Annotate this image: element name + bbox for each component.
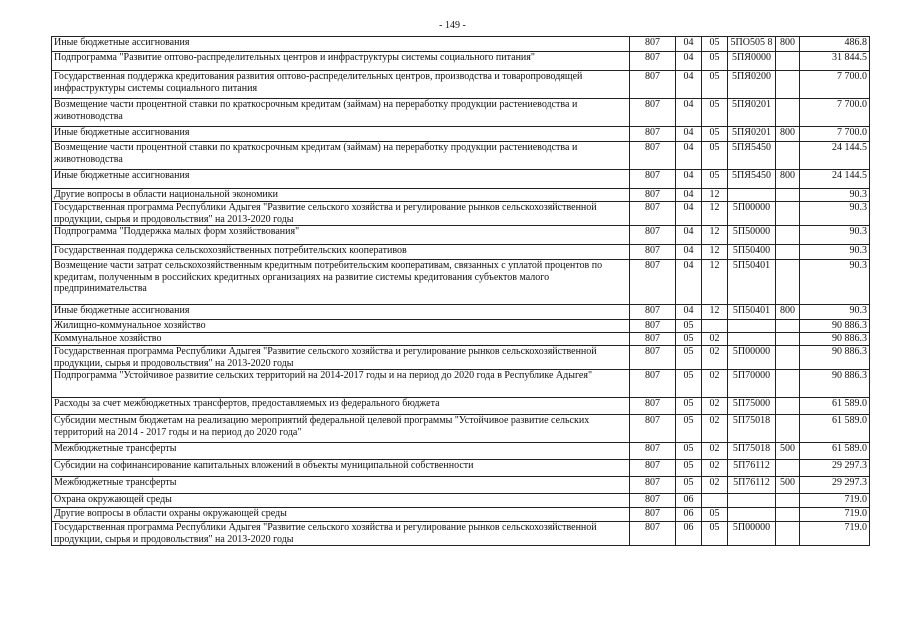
- table-row: [52, 127, 870, 142]
- row-name: Другие вопросы в области охраны окружающей среды: [52, 508, 630, 522]
- row-rz: 05: [676, 415, 702, 443]
- row-vr: 500: [776, 477, 800, 494]
- table-row: [52, 333, 870, 346]
- row-csr: 5П50400: [728, 245, 776, 260]
- row-pr: 05: [702, 99, 728, 127]
- row-vr: [776, 320, 800, 333]
- row-csr: 5П00000: [728, 202, 776, 226]
- row-name: Государственная программа Республики Адыгея "Развитие сельского хозяйства и регулирование рынков сельскохозяйственной продукции, сырья и продовольствия" на 2013-2020 годы: [52, 346, 630, 370]
- row-csr: [728, 494, 776, 508]
- row-csr: 5П50401: [728, 260, 776, 305]
- table-row: [52, 170, 870, 189]
- row-sum: 31 844.5: [800, 52, 870, 71]
- row-name: Субсидии на софинансирование капитальных вложений в объекты муниципальной собственности: [52, 460, 630, 477]
- row-sum: 90.3: [800, 189, 870, 202]
- row-vr: [776, 460, 800, 477]
- row-sum: 24 144.5: [800, 142, 870, 170]
- row-sum: 90 886.3: [800, 346, 870, 370]
- row-name: Субсидии местным бюджетам на реализацию мероприятий федеральной целевой программы "Устойчивое развитие сельских территорий на 2014 - 2017 годы и на период до 2020 года": [52, 415, 630, 443]
- row-rz: 04: [676, 170, 702, 189]
- table-row: [52, 305, 870, 320]
- row-vr: [776, 142, 800, 170]
- row-vr: [776, 346, 800, 370]
- row-vr: [776, 189, 800, 202]
- row-csr: 5ПЯ5450: [728, 170, 776, 189]
- row-rz: 04: [676, 71, 702, 99]
- row-vr: [776, 522, 800, 546]
- row-rz: 04: [676, 202, 702, 226]
- row-rz: 04: [676, 305, 702, 320]
- row-ved: 807: [630, 202, 676, 226]
- table-row: [52, 202, 870, 226]
- table-row: [52, 508, 870, 522]
- table-row: [52, 245, 870, 260]
- row-ved: 807: [630, 37, 676, 52]
- row-csr: 5ПЯ0200: [728, 71, 776, 99]
- row-ved: 807: [630, 189, 676, 202]
- row-name: Жилищно-коммунальное хозяйство: [52, 320, 630, 333]
- row-sum: 24 144.5: [800, 170, 870, 189]
- row-csr: 5П75018: [728, 443, 776, 460]
- row-pr: 12: [702, 245, 728, 260]
- row-sum: 90 886.3: [800, 370, 870, 398]
- row-rz: 05: [676, 477, 702, 494]
- row-rz: 05: [676, 370, 702, 398]
- table-row: [52, 142, 870, 170]
- row-vr: [776, 226, 800, 245]
- row-rz: 06: [676, 522, 702, 546]
- row-pr: 02: [702, 477, 728, 494]
- row-rz: 04: [676, 37, 702, 52]
- row-vr: [776, 508, 800, 522]
- row-csr: [728, 508, 776, 522]
- row-pr: [702, 320, 728, 333]
- row-name: Иные бюджетные ассигнования: [52, 37, 630, 52]
- row-ved: 807: [630, 460, 676, 477]
- table-row: [52, 260, 870, 305]
- row-pr: 12: [702, 260, 728, 305]
- row-rz: 06: [676, 494, 702, 508]
- table-row: [52, 522, 870, 546]
- row-sum: 29 297.3: [800, 477, 870, 494]
- row-csr: 5П00000: [728, 346, 776, 370]
- row-name: Межбюджетные трансферты: [52, 477, 630, 494]
- row-csr: [728, 320, 776, 333]
- table-row: [52, 37, 870, 52]
- row-name: Государственная программа Республики Адыгея "Развитие сельского хозяйства и регулирование рынков сельскохозяйственной продукции, сырья и продовольствия" на 2013-2020 годы: [52, 202, 630, 226]
- row-sum: 719.0: [800, 508, 870, 522]
- row-ved: 807: [630, 346, 676, 370]
- row-sum: 719.0: [800, 494, 870, 508]
- row-sum: 90 886.3: [800, 333, 870, 346]
- row-rz: 04: [676, 52, 702, 71]
- row-pr: 05: [702, 71, 728, 99]
- row-name: Возмещение части процентной ставки по краткосрочным кредитам (займам) на переработку продукции растениеводства и животноводства: [52, 142, 630, 170]
- row-sum: 90.3: [800, 245, 870, 260]
- row-pr: 05: [702, 522, 728, 546]
- row-vr: [776, 71, 800, 99]
- page-number: - 149 -: [439, 20, 466, 31]
- row-csr: 5П76112: [728, 460, 776, 477]
- row-csr: 5ПЯ0000: [728, 52, 776, 71]
- row-ved: 807: [630, 226, 676, 245]
- row-pr: 12: [702, 226, 728, 245]
- row-pr: 02: [702, 346, 728, 370]
- row-name: Иные бюджетные ассигнования: [52, 170, 630, 189]
- row-vr: 800: [776, 170, 800, 189]
- row-rz: 04: [676, 260, 702, 305]
- row-ved: 807: [630, 522, 676, 546]
- table-row: [52, 460, 870, 477]
- row-name: Другие вопросы в области национальной экономики: [52, 189, 630, 202]
- row-pr: 02: [702, 370, 728, 398]
- table-row: [52, 52, 870, 71]
- row-csr: [728, 189, 776, 202]
- row-sum: 7 700.0: [800, 71, 870, 99]
- row-rz: 04: [676, 226, 702, 245]
- row-pr: 05: [702, 52, 728, 71]
- row-vr: [776, 202, 800, 226]
- row-sum: 90.3: [800, 305, 870, 320]
- row-rz: 04: [676, 127, 702, 142]
- row-rz: 05: [676, 320, 702, 333]
- table-row: [52, 226, 870, 245]
- row-vr: [776, 99, 800, 127]
- table-row: [52, 346, 870, 370]
- row-vr: [776, 52, 800, 71]
- row-ved: 807: [630, 398, 676, 415]
- row-sum: 61 589.0: [800, 443, 870, 460]
- row-name: Охрана окружающей среды: [52, 494, 630, 508]
- row-rz: 04: [676, 142, 702, 170]
- row-name: Межбюджетные трансферты: [52, 443, 630, 460]
- row-rz: 05: [676, 460, 702, 477]
- table-row: [52, 189, 870, 202]
- row-ved: 807: [630, 142, 676, 170]
- row-name: Расходы за счет межбюджетных трансфертов, предоставляемых из федерального бюджета: [52, 398, 630, 415]
- row-csr: 5ПЯ0201: [728, 127, 776, 142]
- row-vr: [776, 398, 800, 415]
- row-vr: 800: [776, 127, 800, 142]
- row-ved: 807: [630, 477, 676, 494]
- budget-table: [51, 36, 870, 546]
- row-csr: [728, 333, 776, 346]
- row-vr: [776, 333, 800, 346]
- table-row: [52, 99, 870, 127]
- row-rz: 05: [676, 443, 702, 460]
- row-vr: 800: [776, 37, 800, 52]
- row-vr: [776, 415, 800, 443]
- table-row: [52, 398, 870, 415]
- row-name: Подпрограмма "Развитие оптово-распределительных центров и инфраструктуры системы социального питания": [52, 52, 630, 71]
- row-pr: 12: [702, 202, 728, 226]
- table-row: [52, 443, 870, 460]
- row-name: Возмещение части процентной ставки по краткосрочным кредитам (займам) на переработку продукции растениеводства и животноводства: [52, 99, 630, 127]
- row-ved: 807: [630, 52, 676, 71]
- row-pr: 05: [702, 37, 728, 52]
- row-ved: 807: [630, 415, 676, 443]
- row-ved: 807: [630, 508, 676, 522]
- table-row: [52, 71, 870, 99]
- row-rz: 05: [676, 346, 702, 370]
- row-pr: 02: [702, 460, 728, 477]
- row-pr: 02: [702, 415, 728, 443]
- row-rz: 04: [676, 245, 702, 260]
- row-pr: 12: [702, 305, 728, 320]
- row-vr: 800: [776, 305, 800, 320]
- row-rz: 04: [676, 189, 702, 202]
- row-sum: 719.0: [800, 522, 870, 546]
- row-name: Иные бюджетные ассигнования: [52, 127, 630, 142]
- row-sum: 486.8: [800, 37, 870, 52]
- row-name: Государственная поддержка сельскохозяйственных потребительских кооперативов: [52, 245, 630, 260]
- table-row: [52, 477, 870, 494]
- row-csr: 5ПЯ0201: [728, 99, 776, 127]
- row-ved: 807: [630, 260, 676, 305]
- table-row: [52, 415, 870, 443]
- row-pr: 05: [702, 142, 728, 170]
- row-csr: 5П00000: [728, 522, 776, 546]
- row-pr: 12: [702, 189, 728, 202]
- row-vr: [776, 260, 800, 305]
- row-pr: [702, 494, 728, 508]
- row-ved: 807: [630, 494, 676, 508]
- row-name: Подпрограмма "Устойчивое развитие сельских территорий на 2014-2017 годы и на период до 2020 года в Республике Адыгея": [52, 370, 630, 398]
- row-csr: 5ПЯ5450: [728, 142, 776, 170]
- row-pr: 02: [702, 333, 728, 346]
- row-csr: 5П50401: [728, 305, 776, 320]
- row-sum: 29 297.3: [800, 460, 870, 477]
- row-ved: 807: [630, 370, 676, 398]
- row-vr: [776, 245, 800, 260]
- row-rz: 06: [676, 508, 702, 522]
- row-name: Подпрограмма "Поддержка малых форм хозяйствования": [52, 226, 630, 245]
- row-sum: 7 700.0: [800, 99, 870, 127]
- table-row: [52, 370, 870, 398]
- row-ved: 807: [630, 71, 676, 99]
- row-pr: 05: [702, 127, 728, 142]
- row-sum: 90 886.3: [800, 320, 870, 333]
- row-csr: 5П50000: [728, 226, 776, 245]
- row-csr: 5ПО505 8: [728, 37, 776, 52]
- row-vr: [776, 494, 800, 508]
- row-pr: 02: [702, 398, 728, 415]
- table-row: [52, 494, 870, 508]
- row-csr: 5П76112: [728, 477, 776, 494]
- row-ved: 807: [630, 127, 676, 142]
- row-pr: 05: [702, 508, 728, 522]
- row-vr: [776, 370, 800, 398]
- row-ved: 807: [630, 170, 676, 189]
- row-ved: 807: [630, 305, 676, 320]
- row-vr: 500: [776, 443, 800, 460]
- row-name: Иные бюджетные ассигнования: [52, 305, 630, 320]
- row-sum: 61 589.0: [800, 415, 870, 443]
- row-name: Государственная поддержка кредитования развития оптово-распределительных центров, производства и товаропроводящей инфраструктуры системы социального питания: [52, 71, 630, 99]
- row-ved: 807: [630, 245, 676, 260]
- row-pr: 05: [702, 170, 728, 189]
- row-csr: 5П75000: [728, 398, 776, 415]
- row-name: Возмещение части затрат сельскохозяйственным кредитным потребительским кооперативам, связанных с уплатой процентов по кредитам, полученным в российских кредитных организациях на развитие системы кредитования субъектов малого предпринимательства: [52, 260, 630, 305]
- row-rz: 04: [676, 99, 702, 127]
- row-csr: 5П75018: [728, 415, 776, 443]
- row-sum: 90.3: [800, 226, 870, 245]
- row-ved: 807: [630, 99, 676, 127]
- table-row: [52, 320, 870, 333]
- row-rz: 05: [676, 333, 702, 346]
- row-csr: 5П70000: [728, 370, 776, 398]
- row-ved: 807: [630, 333, 676, 346]
- row-rz: 05: [676, 398, 702, 415]
- row-name: Государственная программа Республики Адыгея "Развитие сельского хозяйства и регулирование рынков сельскохозяйственной продукции, сырья и продовольствия" на 2013-2020 годы: [52, 522, 630, 546]
- budget-rows: [52, 37, 870, 546]
- row-sum: 61 589.0: [800, 398, 870, 415]
- row-name: Коммунальное хозяйство: [52, 333, 630, 346]
- row-sum: 7 700.0: [800, 127, 870, 142]
- row-ved: 807: [630, 320, 676, 333]
- row-sum: 90.3: [800, 260, 870, 305]
- row-pr: 02: [702, 443, 728, 460]
- row-ved: 807: [630, 443, 676, 460]
- row-sum: 90.3: [800, 202, 870, 226]
